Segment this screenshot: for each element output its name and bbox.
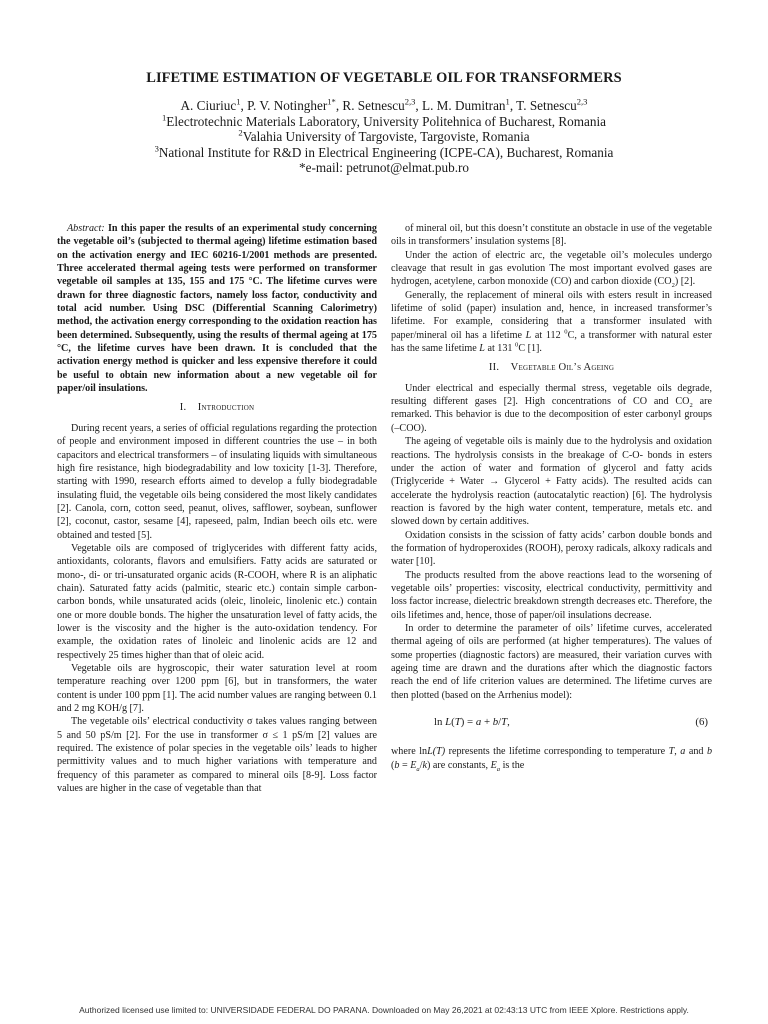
author-email: *e-mail: petrunot@elmat.pub.ro <box>299 160 469 176</box>
license-footer: Authorized licensed use limited to: UNIVERSIDADE FEDERAL DO PARANA. Downloaded on May 26,2021 at 02:43:13 UTC from IEEE Xplore. Restrictions apply. <box>79 1005 689 1015</box>
abstract <box>57 222 377 395</box>
section-number: I. <box>179 402 187 414</box>
intro-continued <box>391 222 712 355</box>
body-paragraph: Vegetable oils are hygroscopic, their water saturation level at room temperature reaching over 1200 ppm [6], but in transformers, the water content is under 100 ppm [1]. The acid number values are ranging between 0.1 and 2 mg KOH/g [7]. <box>57 663 377 715</box>
section-title: Vegetable Oil’s Ageing <box>510 362 615 374</box>
body-paragraph: Vegetable oils are composed of triglycerides with different fatty acids, antioxidants, colorants, flavors and emulsifiers. Fatty acids are saturated or mono-, di- or tri-unsaturated organic acids (R-COOH, where R is an aliphatic chain). Saturated fatty acids (palmitic, stearic etc.) contain simple carbon-carbon bonds, while unsaturated acids (oleic, linoleic, linolenic etc.) contain one or more double bonds. The higher the unsaturation level of fatty acids, the lower is the viscosity and the higher is the auto-oxidation tendency. For example, the oxidation rates of linoleic and linolenic acids are 12 and respectively 25 times higher than that of oleic acid. <box>57 542 377 661</box>
body-paragraph: Under electrical and especially thermal stress, vegetable oils degrade, resulting different gases [2]. High concentrations of CO and $CO_2$ are remarked. This behavior is due to the decomposition of ester carbonyl groups (–COO). <box>391 382 712 434</box>
body-paragraph: Generally, the replacement of mineral oils with esters result in increased lifetime of solid (paper) insulation and, hence, in increased transformer’s lifetime. For example, considering that a transformer insulated with paper/mineral oil has a lifetime L at 112 $^0$C, a transformer with natural ester has the same lifetime L at 131 $^0$C [1]. <box>391 289 713 355</box>
body-paragraph: Under the action of electric arc, the vegetable oil’s molecules undergo cleavage that result in gas evolution The most important evolved gases are hydrogen, acetylene, carbon monoxide (CO) and carbon dioxide $(CO_2)$ [2]. <box>391 249 712 290</box>
introduction-body <box>57 422 377 796</box>
affiliation-1: $^1$Electrotechnic Materials Laboratory, University Politehnica of Bucharest, Romania <box>162 112 606 129</box>
body-paragraph: of mineral oil, but this doesn’t constitute an obstacle in use of the vegetable oils in transformers’ insulation systems [8]. <box>391 223 712 248</box>
paragraph-after-equation: where lnL(T) represents the lifetime corresponding to temperature T, a and b $(b = E_a/k)$ are constants, $E_a$ is the <box>391 746 713 773</box>
body-paragraph: Oxidation consists in the scission of fatty acids’ carbon double bonds and the formation of hydroperoxides (ROOH), peroxy radicals, alkoxy radicals and water [10]. <box>391 529 712 568</box>
author-block <box>0 98 768 176</box>
left-column <box>57 222 377 795</box>
equation-6 <box>391 716 712 729</box>
section-title: Introduction <box>197 402 255 414</box>
body-paragraph: The vegetable oils’ electrical conductivity σ takes values ranging between 5 and 50 pS/m [2]. For the use in transformer σ ≤ 1 pS/m [2] values are required. The existence of polar species in the vegetable oils’ leads to higher permittivity values and to much higher variations with temperature and frequency of this parameter as compared to mineral oils [8-9]. Loss factor values are higher in the case of vegetable than that <box>57 716 377 795</box>
abstract-body: In this paper the results of an experimental study concerning the vegetable oil’s (subjected to thermal ageing) lifetime estimation based on the activation energy and IEC 60216-1/2001 methods are presented. Three accelerated thermal ageing tests were performed on transformer vegetable oil samples at 135, 155 and 175 °C. The lifetime curves were drawn for three diagnostic factors, namely loss factor, conductivity and total acid number. Using DSC (Differential Scanning Calorimetry) method, the activation energy corresponding to the oxidation reaction has been determined. Subsequently, using the results of thermal ageing at 175 °C, the lifetime curves have been drawn. It is concluded that the activation energy method is quicker and less expensive therefore it could be useful to obtain new information about a new vegetable oil for paper/oil insulations. <box>57 223 377 395</box>
ageing-body <box>391 382 712 702</box>
body-paragraph: The products resulted from the above reactions lead to the worsening of vegetable oils’ properties: viscosity, electrical conductivity, permittivity and loss factor increase, dielectric breakdown strength decreases etc. Therefore, the oils lifetimes and, hence, those of paper/oil insulations decrease. <box>391 569 712 621</box>
paper-title: LIFETIME ESTIMATION OF VEGETABLE OIL FOR TRANSFORMERS <box>146 70 622 86</box>
section-heading-ageing <box>391 361 712 374</box>
section-heading-introduction <box>57 401 377 414</box>
section-number: II. <box>488 362 500 374</box>
equation-number: (6) <box>695 716 708 729</box>
affiliation-2: $^2$Valahia University of Targoviste, Targoviste, Romania <box>238 127 530 145</box>
abstract-label: Abstract: <box>67 223 105 234</box>
equation-expression: ln L(T) = a + b/T, <box>434 716 510 729</box>
body-paragraph: The ageing of vegetable oils is mainly due to the hydrolysis and oxidation reactions. The hydrolysis consists in the breakage of C-O- bonds in esters under the action of water and formation of glycerol and fatty acids (Triglyceride + Water → Glycerol + Fatty acids). The resulted acids can accelerate the hydrolysis reaction (autocatalytic reaction) [6]. The hydrolysis reaction is favored by the high water content, temperature, metals etc. and slowed down by certain additives. <box>391 436 712 528</box>
body-paragraph: In order to determine the parameter of oils’ lifetime curves, accelerated thermal ageing of oils are performed (at higher temperatures). The values of some properties (diagnostic factors) are measured, their variation curves with ageing time are drawn and the durations after which the diagnostic factors reach the end of life criterion values are determined. The lifetime curves are then plotted (based on the Arrhenius model): <box>391 622 712 701</box>
affiliation-3: $^3$National Institute for R&D in Electrical Engineering (ICPE-CA), Bucharest, Romania <box>154 143 614 160</box>
author-names: A. Ciuriuc$^1$, P. V. Notingher$^{1*}$, R. Setnescu$^{2,3}$, L. M. Dumitran$^1$, T. Setnescu$^{2,3}$ <box>180 96 588 113</box>
body-paragraph: During recent years, a series of official regulations regarding the protection of people and environment imposed in different countries the use – in both capacitors and electrical transformers – of insulating liquids with simultaneous high fire resistance, high biodegradability and low toxicity [1-3]. Therefore, starting with 1990, research efforts aimed to develop a fully biodegradable insulating fluid, the vegetable oils being considered the most likely candidates [2]. Canola, corn, cotton seed, peanut, olives, safflower, soybean, sunflower [2], coconut, castor, sesame [4], rapeseed, palm, Indian beech oils etc. were obtained and tested [5]. <box>57 422 377 541</box>
right-column <box>391 222 712 772</box>
